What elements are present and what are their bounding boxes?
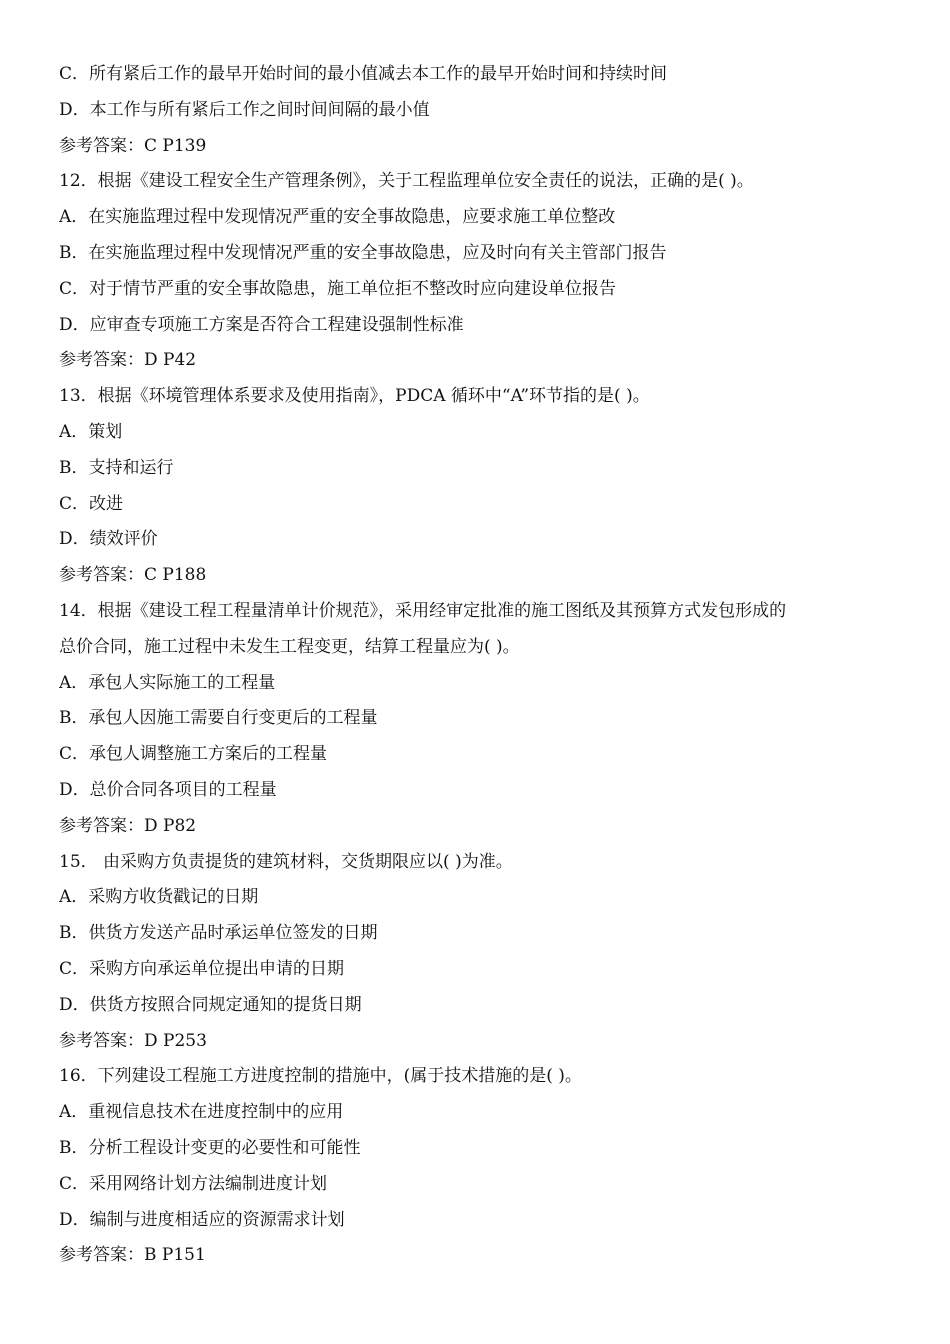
question-13: 13．根据《环境管理体系要求及使用指南》，PDCA 循环中“A”环节指的是( )。 [59,386,650,407]
question-16: 16．下列建设工程施工方进度控制的措施中，(属于技术措施的是( )。 [59,1066,582,1087]
option-b-q13: B．支持和运行 [59,457,174,478]
option-d-q14: D．总价合同各项目的工程量 [59,779,277,800]
option-a-q13: A．策划 [59,421,123,442]
option-b-q14: B．承包人因施工需要自行变更后的工程量 [59,708,378,729]
question-14-line-1: 14．根据《建设工程工程量清单计价规范》，采用经审定批准的施工图纸及其预算方式发包形成的 [59,600,787,621]
option-c-q16: C．采用网络计划方法编制进度计划 [59,1173,328,1194]
option-c-q15: C．采购方向承运单位提出申请的日期 [59,958,345,979]
option-c-q13: C．改进 [59,493,124,514]
option-d-q16: D．编制与进度相适应的资源需求计划 [59,1209,345,1230]
option-b-q15: B．供货方发送产品时承运单位签发的日期 [59,923,378,944]
answer-q16: 参考答案：B P151 [59,1245,206,1266]
option-b-q16: B．分析工程设计变更的必要性和可能性 [59,1137,361,1158]
option-a-q16: A．重视信息技术在进度控制中的应用 [59,1102,344,1123]
question-15: 15． 由采购方负责提货的建筑材料，交货期限应以( )为准。 [59,851,513,872]
option-c-q14: C．承包人调整施工方案后的工程量 [59,744,328,765]
option-c-q11: C．所有紧后工作的最早开始时间的最小值减去本工作的最早开始时间和持续时间 [59,64,668,84]
answer-q12: 参考答案：D P42 [59,350,197,371]
answer-q11: 参考答案：C P139 [59,135,207,156]
answer-q13: 参考答案：C P188 [59,565,207,586]
option-d-q12: D．应审查专项施工方案是否符合工程建设强制性标准 [59,314,464,335]
option-d-q11: D．本工作与所有紧后工作之间时间间隔的最小值 [59,99,430,120]
option-b-q12: B．在实施监理过程中发现情况严重的安全事故隐患，应及时向有关主管部门报告 [59,242,667,263]
answer-q15: 参考答案：D P253 [59,1030,207,1051]
answer-q14: 参考答案：D P82 [59,815,197,836]
option-a-q14: A．承包人实际施工的工程量 [59,672,276,693]
option-d-q13: D．绩效评价 [59,529,158,550]
option-c-q12: C．对于情节严重的安全事故隐患，施工单位拒不整改时应向建设单位报告 [59,278,617,299]
option-a-q12: A．在实施监理过程中发现情况严重的安全事故隐患，应要求施工单位整改 [59,207,616,228]
question-14-line-2: 总价合同，施工过程中未发生工程变更，结算工程量应为( )。 [59,636,520,657]
question-12: 12．根据《建设工程安全生产管理条例》，关于工程监理单位安全责任的说法，正确的是( )。 [59,171,754,192]
option-d-q15: D．供货方按照合同规定通知的提货日期 [59,994,362,1015]
option-a-q15: A．采购方收货戳记的日期 [59,887,259,908]
